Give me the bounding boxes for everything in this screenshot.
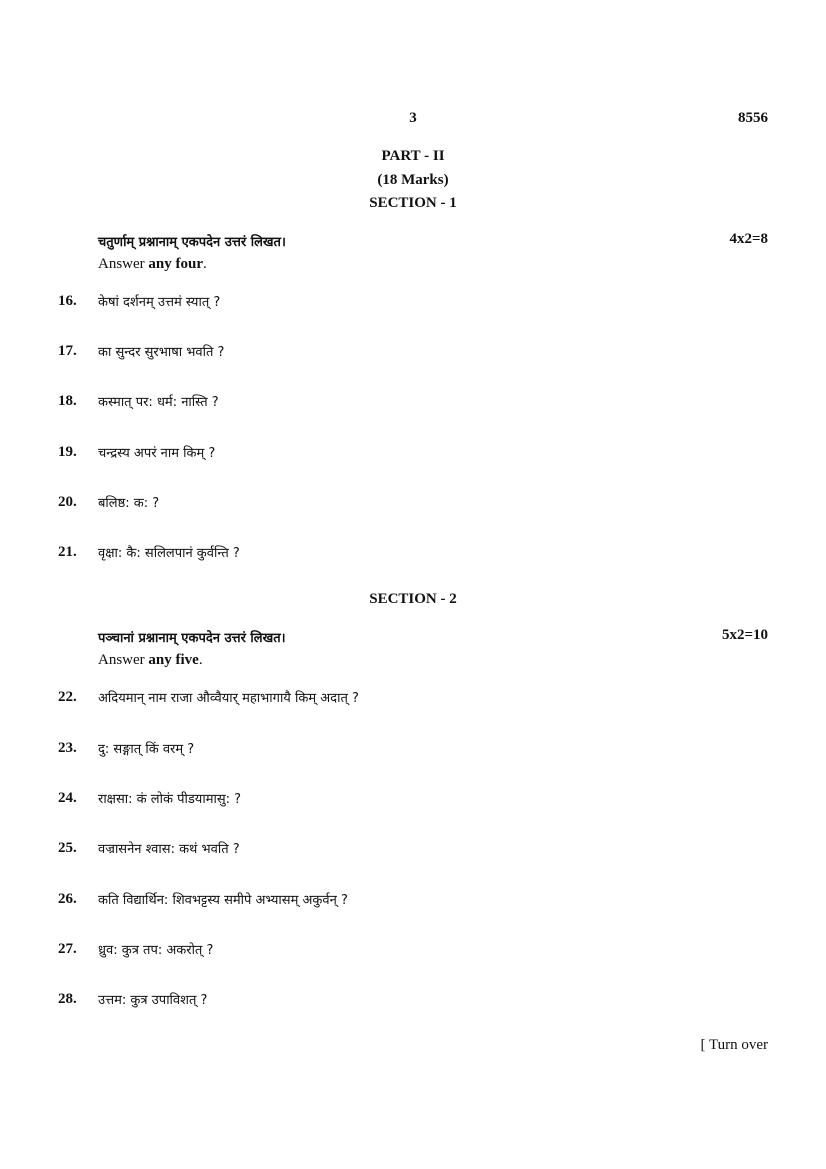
- question-number: 25.: [58, 840, 77, 856]
- question-text: केषां दर्शनम् उत्तमं स्यात् ?: [98, 295, 221, 310]
- question-text: राक्षसा: कं लोकं पीडयामासु: ?: [98, 792, 242, 807]
- section-1-title: SECTION - 1: [369, 195, 457, 211]
- question-number: 26.: [58, 891, 77, 907]
- section-1-instruction: चतुर्णाम् प्रश्नानाम् एकपदेन उत्तरं लिखत।: [98, 235, 286, 250]
- question-number: 27.: [58, 941, 77, 957]
- section-1-answer-note: [98, 256, 207, 273]
- question-number: 21.: [58, 544, 77, 560]
- question-text: वृक्षा: कै: सलिलपानं कुर्वन्ति ?: [98, 546, 240, 561]
- paper-code: 8556: [738, 110, 768, 126]
- question-number: 28.: [58, 991, 77, 1007]
- section-2-instruction: पञ्चानां प्रश्नानाम् एकपदेन उत्तरं लिखत।: [98, 631, 286, 646]
- question-text: अदियमान् नाम राजा औव्वैयार् महाभागायै किम् अदात् ?: [98, 691, 359, 706]
- answer-note-prefix: Answer: [98, 256, 145, 272]
- question-text: कस्मात् पर: धर्म: नास्ति ?: [98, 395, 219, 410]
- question-text: कति विद्यार्थिन: शिवभट्टस्य समीपे अभ्यासम् अकुर्वन् ?: [98, 893, 348, 908]
- answer-note-suffix: .: [203, 256, 207, 272]
- section-2-title: SECTION - 2: [369, 591, 457, 607]
- question-number: 24.: [58, 790, 77, 806]
- question-number: 22.: [58, 689, 77, 705]
- answer-note-emphasis: any five: [148, 652, 199, 668]
- answer-note-emphasis: any four: [148, 256, 203, 272]
- section-2-marks: 5x2=10: [721, 627, 768, 643]
- question-number: 18.: [58, 393, 77, 409]
- question-text: का सुन्दर सुरभाषा भवति ?: [98, 345, 225, 360]
- question-number: 23.: [58, 740, 77, 756]
- answer-note-suffix: .: [198, 652, 203, 668]
- question-number: 20.: [58, 494, 77, 510]
- question-text: ध्रुव: कुत्र तप: अकरोत् ?: [98, 943, 214, 958]
- question-text: उत्तम: कुत्र उपाविशत् ?: [98, 993, 208, 1008]
- turn-over-note: [ Turn over: [700, 1037, 768, 1053]
- question-number: 17.: [58, 343, 77, 359]
- answer-note-prefix: Answer: [98, 652, 145, 668]
- section-2-answer-note: [98, 652, 203, 669]
- question-text: दु: सङ्गात् किं वरम् ?: [98, 742, 195, 757]
- question-number: 19.: [58, 444, 77, 460]
- part-marks: (18 Marks): [377, 172, 449, 188]
- question-text: चन्द्रस्य अपरं नाम किम् ?: [98, 446, 216, 461]
- question-text: बलिष्ठ: क: ?: [98, 496, 160, 511]
- page-number: 3: [409, 110, 417, 126]
- part-title: PART - II: [381, 148, 445, 164]
- question-number: 16.: [58, 293, 77, 309]
- question-text: वज्रासनेन श्वास: कथं भवति ?: [98, 842, 240, 857]
- section-1-marks: 4x2=8: [729, 231, 768, 247]
